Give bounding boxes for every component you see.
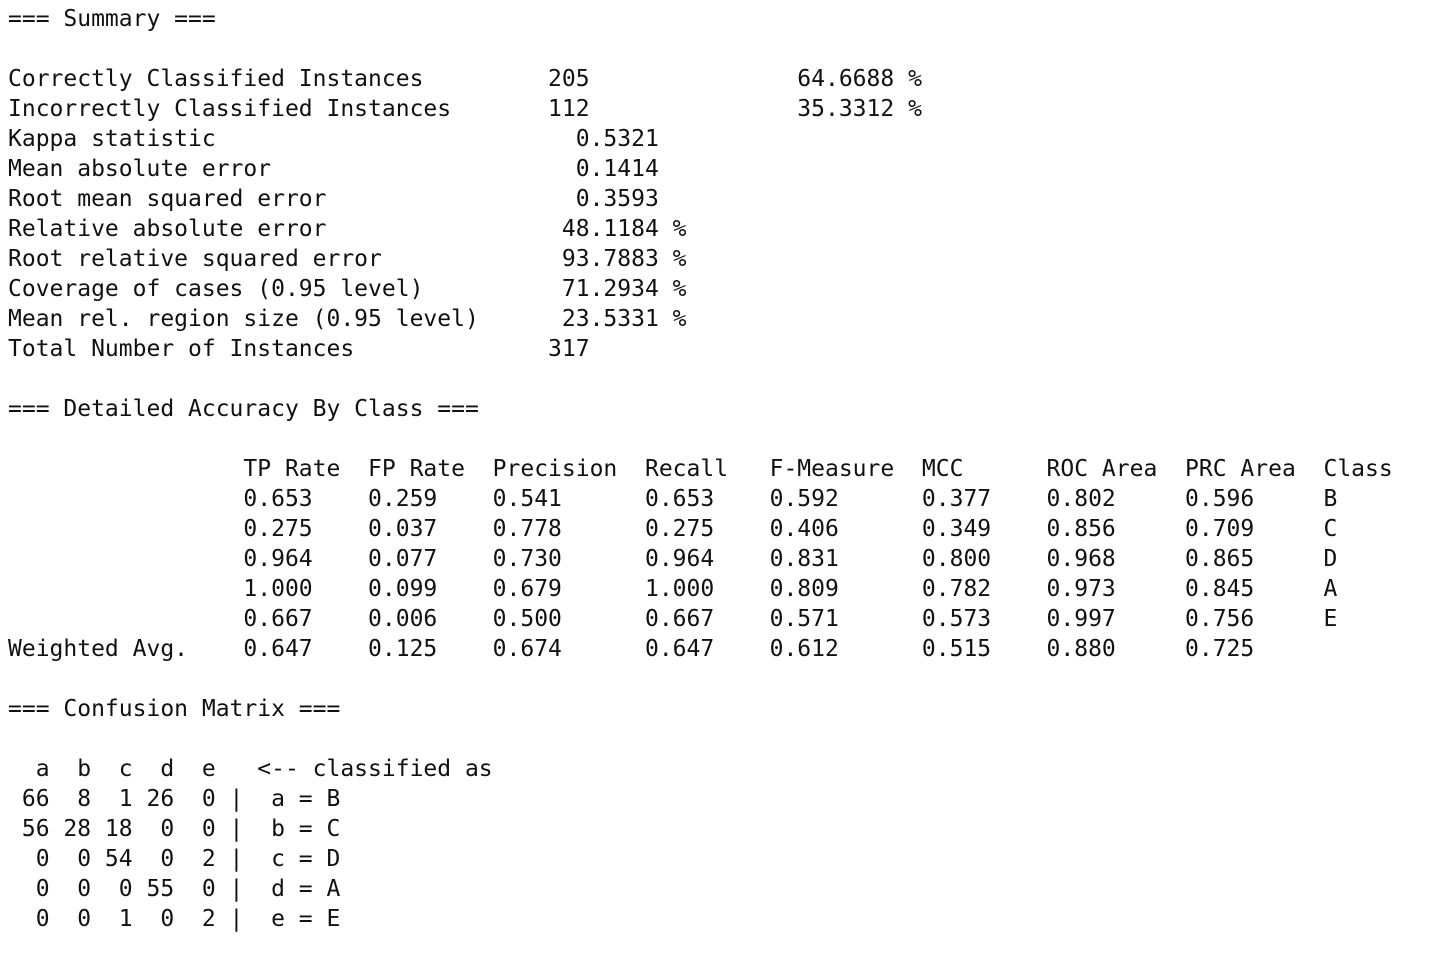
output-line: === Detailed Accuracy By Class ===	[8, 396, 479, 422]
output-line: Coverage of cases (0.95 level) 71.2934 %	[8, 276, 687, 302]
output-line: 0 0 0 55 0 | d = A	[8, 876, 341, 902]
output-line: 0.964 0.077 0.730 0.964 0.831 0.800 0.968 0.865 D	[8, 546, 1338, 572]
output-line: Root relative squared error 93.7883 %	[8, 246, 687, 272]
output-line: Incorrectly Classified Instances 112 35.3312 %	[8, 96, 922, 122]
output-line: 0.667 0.006 0.500 0.667 0.571 0.573 0.997 0.756 E	[8, 606, 1338, 632]
classifier-output-text	[8, 4, 1393, 934]
output-line: 0 0 54 0 2 | c = D	[8, 846, 341, 872]
output-line: === Summary ===	[8, 6, 216, 32]
output-line: Mean absolute error 0.1414	[8, 156, 659, 182]
output-line: 0 0 1 0 2 | e = E	[8, 906, 341, 932]
output-line: Mean rel. region size (0.95 level) 23.5331 %	[8, 306, 687, 332]
output-line: Weighted Avg. 0.647 0.125 0.674 0.647 0.612 0.515 0.880 0.725	[8, 636, 1324, 662]
output-line: 0.275 0.037 0.778 0.275 0.406 0.349 0.856 0.709 C	[8, 516, 1338, 542]
output-line: === Confusion Matrix ===	[8, 696, 341, 722]
output-line: TP Rate FP Rate Precision Recall F-Measure MCC ROC Area PRC Area Class	[8, 456, 1393, 482]
output-line: a b c d e <-- classified as	[8, 756, 493, 782]
output-line: 0.653 0.259 0.541 0.653 0.592 0.377 0.802 0.596 B	[8, 486, 1338, 512]
output-line: Correctly Classified Instances 205 64.6688 %	[8, 66, 922, 92]
output-line: 66 8 1 26 0 | a = B	[8, 786, 341, 812]
output-line: 1.000 0.099 0.679 1.000 0.809 0.782 0.973 0.845 A	[8, 576, 1338, 602]
output-line: Root mean squared error 0.3593	[8, 186, 659, 212]
output-line: Kappa statistic 0.5321	[8, 126, 659, 152]
output-line: Relative absolute error 48.1184 %	[8, 216, 687, 242]
output-line: Total Number of Instances 317	[8, 336, 659, 362]
output-line: 56 28 18 0 0 | b = C	[8, 816, 341, 842]
